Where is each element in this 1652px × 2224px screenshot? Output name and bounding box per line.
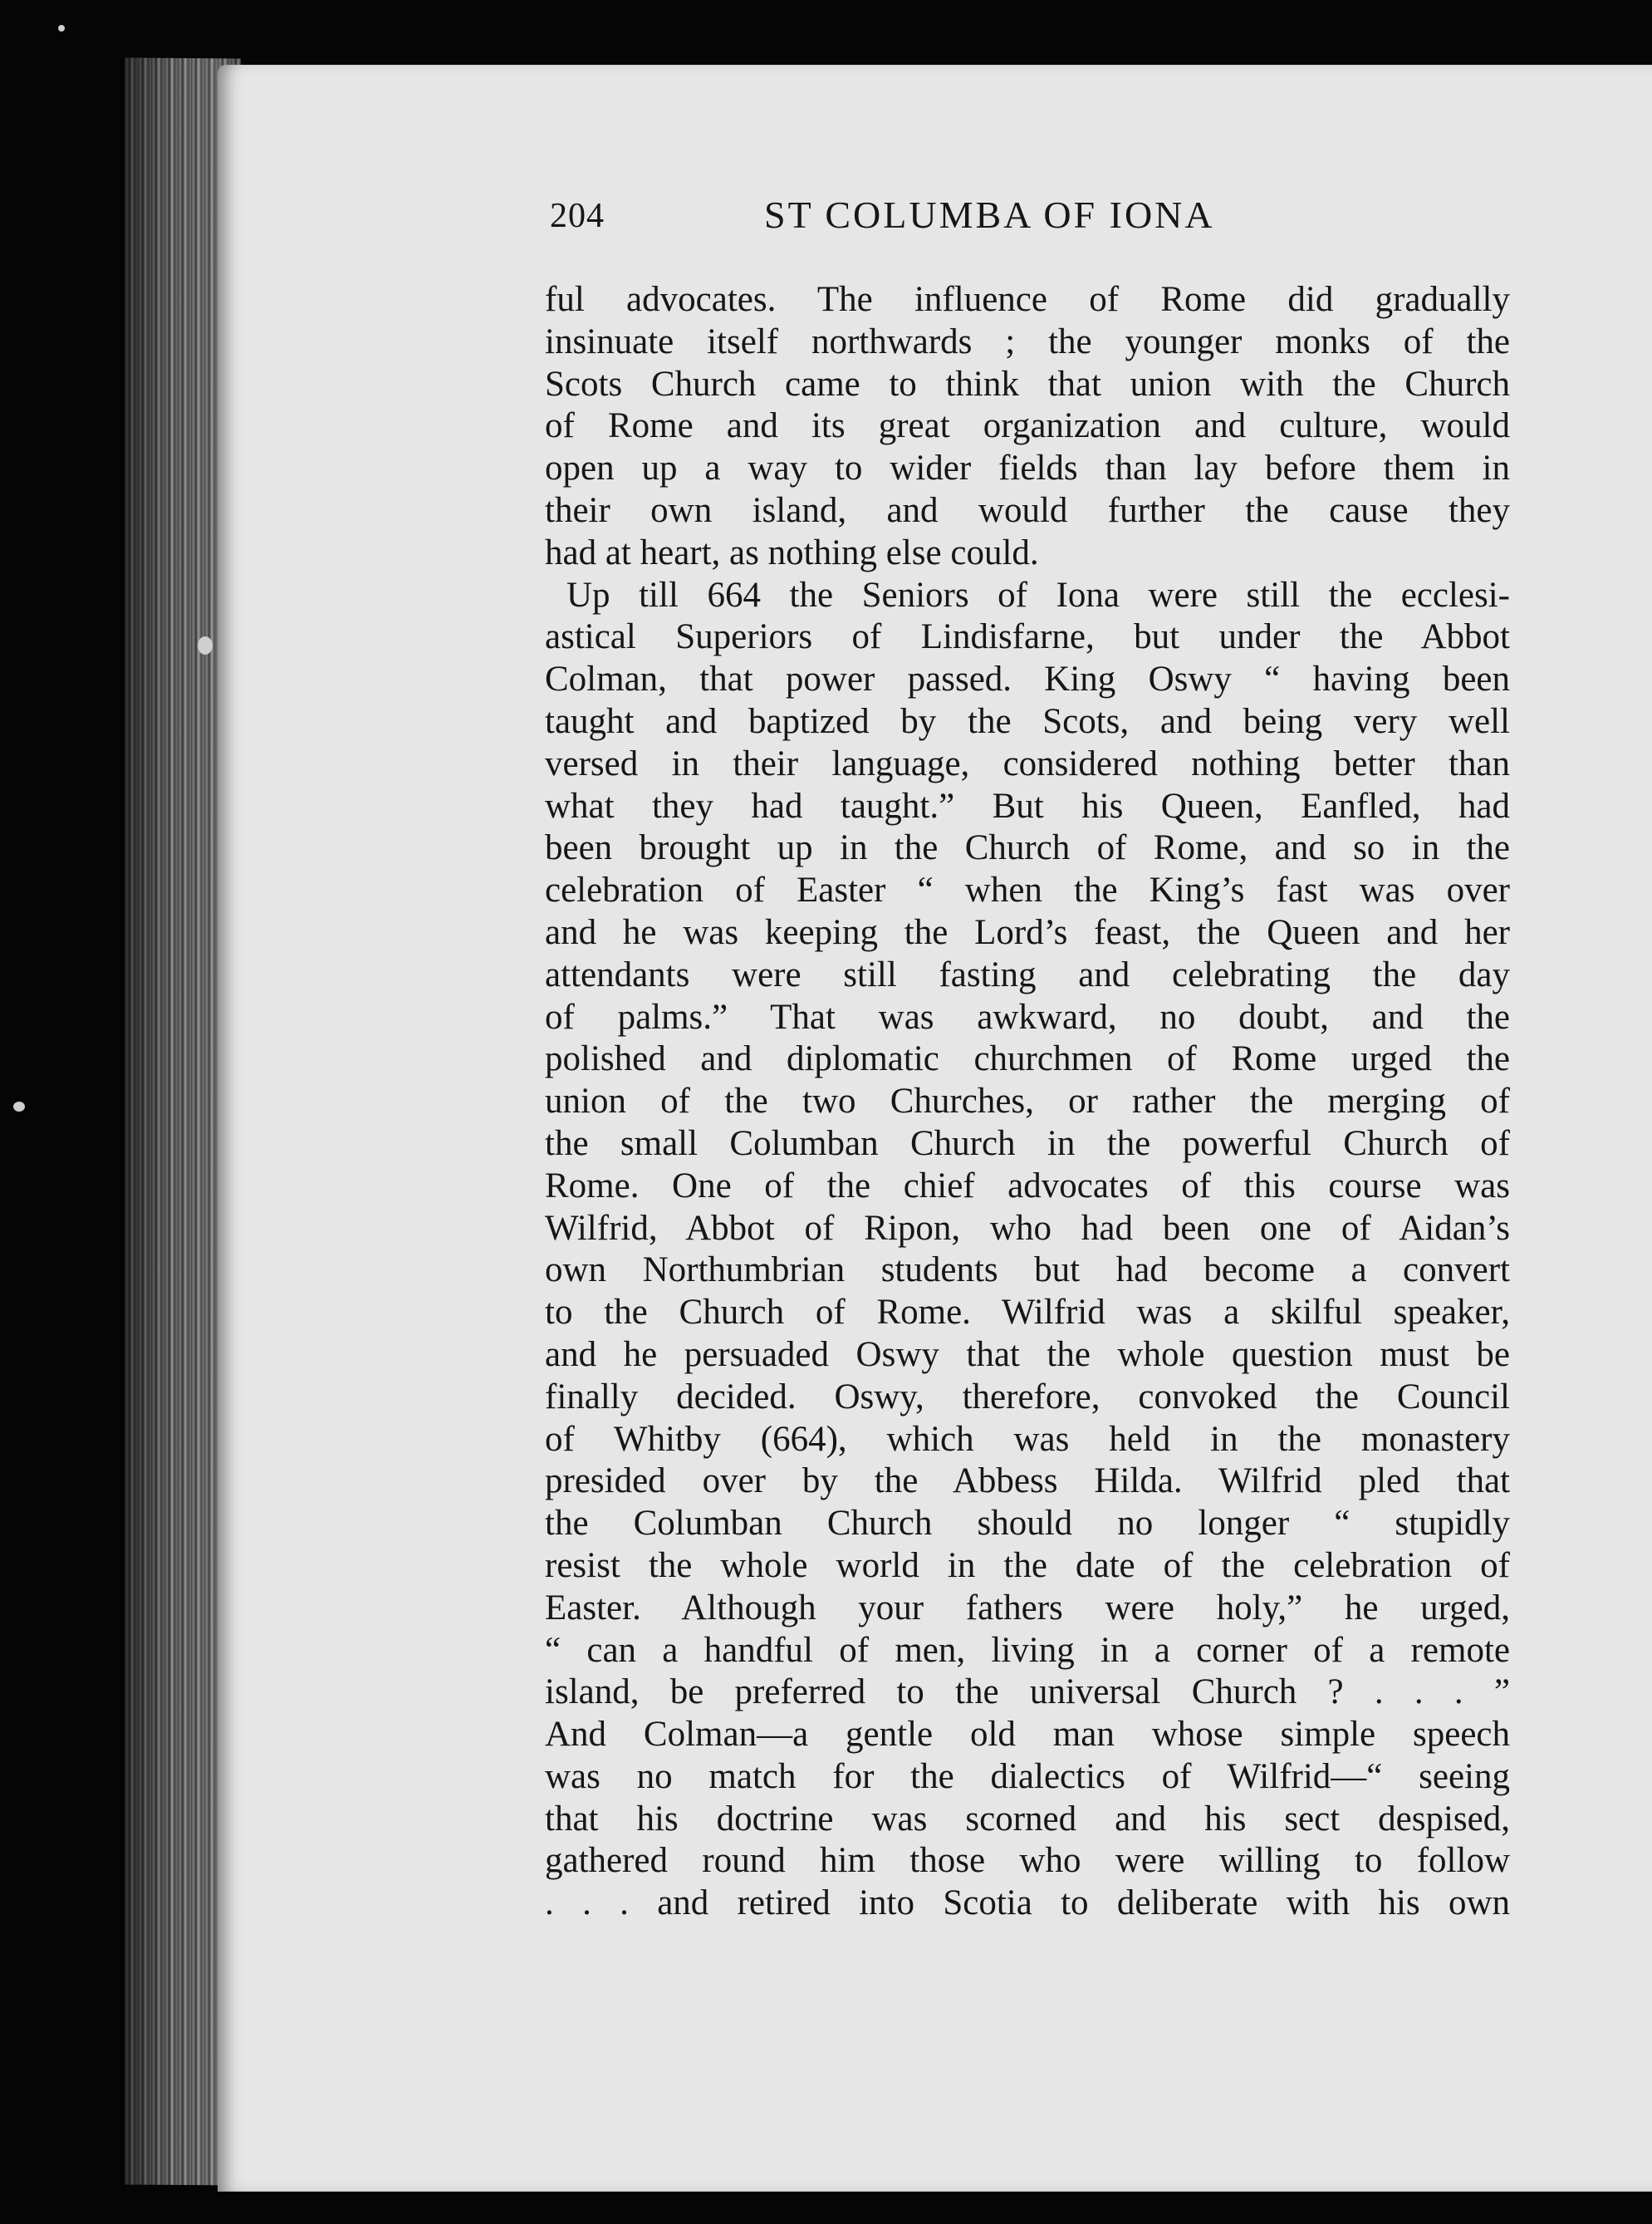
text-line: and he persuaded Oswy that the whole question must be	[545, 1334, 1510, 1374]
scan-speck	[13, 1102, 25, 1112]
text-line: Scots Church came to think that union with the Church	[545, 364, 1510, 404]
text-line: polished and diplomatic churchmen of Rome urged the	[545, 1039, 1510, 1079]
text-line: gathered round him those who were willing to follow	[545, 1841, 1510, 1881]
body-text	[545, 279, 1510, 1925]
text-line: Colman, that power passed. King Oswy “ having been	[545, 660, 1510, 700]
text-line: their own island, and would further the cause they	[545, 490, 1510, 530]
text-line: astical Superiors of Lindisfarne, but under the Abbot	[545, 617, 1510, 657]
text-line: of Whitby (664), which was held in the monastery	[545, 1419, 1510, 1459]
text-line: the small Columban Church in the powerful Church of	[545, 1123, 1510, 1163]
text-line: what they had taught.” But his Queen, Eanfled, had	[545, 786, 1510, 826]
text-line: resist the whole world in the date of the celebration of	[545, 1545, 1510, 1585]
text-line: union of the two Churches, or rather the merging of	[545, 1082, 1510, 1122]
text-line: the Columban Church should no longer “ stupidly	[545, 1504, 1510, 1544]
text-line: own Northumbrian students but had become a convert	[545, 1250, 1510, 1290]
text-line: finally decided. Oswy, therefore, convoked the Council	[545, 1377, 1510, 1416]
running-head	[550, 193, 1380, 243]
text-line: ful advocates. The influence of Rome did gradually	[545, 280, 1510, 319]
text-line: Up till 664 the Seniors of Iona were still the ecclesi-	[566, 575, 1510, 615]
text-line: versed in their language, considered nothing better than	[545, 744, 1510, 783]
text-line: presided over by the Abbess Hilda. Wilfrid pled that	[545, 1461, 1510, 1501]
text-line: . . . and retired into Scotia to deliberate with his own	[545, 1883, 1510, 1923]
text-line: insinuate itself northwards ; the younger monks of the	[545, 322, 1510, 361]
page-number: 204	[550, 197, 605, 235]
text-line: Rome. One of the chief advocates of this course was	[545, 1166, 1510, 1205]
text-line: of palms.” That was awkward, no doubt, and the	[545, 997, 1510, 1037]
text-line: Wilfrid, Abbot of Ripon, who had been one of Aidan’s	[545, 1208, 1510, 1248]
running-title: ST COLUMBA OF IONA	[764, 194, 1215, 236]
text-line: of Rome and its great organization and culture, would	[545, 406, 1510, 446]
text-line: taught and baptized by the Scots, and being very well	[545, 701, 1510, 741]
text-line: Easter. Although your fathers were holy,” he urged,	[545, 1588, 1510, 1627]
text-line: was no match for the dialectics of Wilfrid—“ seeing	[545, 1756, 1510, 1796]
text-line: attendants were still fasting and celebrating the day	[545, 955, 1510, 994]
text-line: been brought up in the Church of Rome, and so in the	[545, 828, 1510, 868]
text-line: to the Church of Rome. Wilfrid was a skilful speaker,	[545, 1293, 1510, 1333]
scan-speck	[58, 25, 65, 32]
text-line: celebration of Easter “ when the King’s fast was over	[545, 871, 1510, 911]
text-line: open up a way to wider fields than lay before them in	[545, 449, 1510, 488]
scan-speck	[198, 636, 213, 655]
text-line: island, be preferred to the universal Church ? . . . ”	[545, 1672, 1510, 1712]
text-line: and he was keeping the Lord’s feast, the Queen and her	[545, 912, 1510, 952]
text-line: had at heart, as nothing else could.	[545, 533, 1039, 572]
text-line: And Colman—a gentle old man whose simple speech	[545, 1715, 1510, 1755]
text-line: “ can a handful of men, living in a corner of a remote	[545, 1630, 1510, 1670]
text-line: that his doctrine was scorned and his sect despised,	[545, 1799, 1510, 1839]
